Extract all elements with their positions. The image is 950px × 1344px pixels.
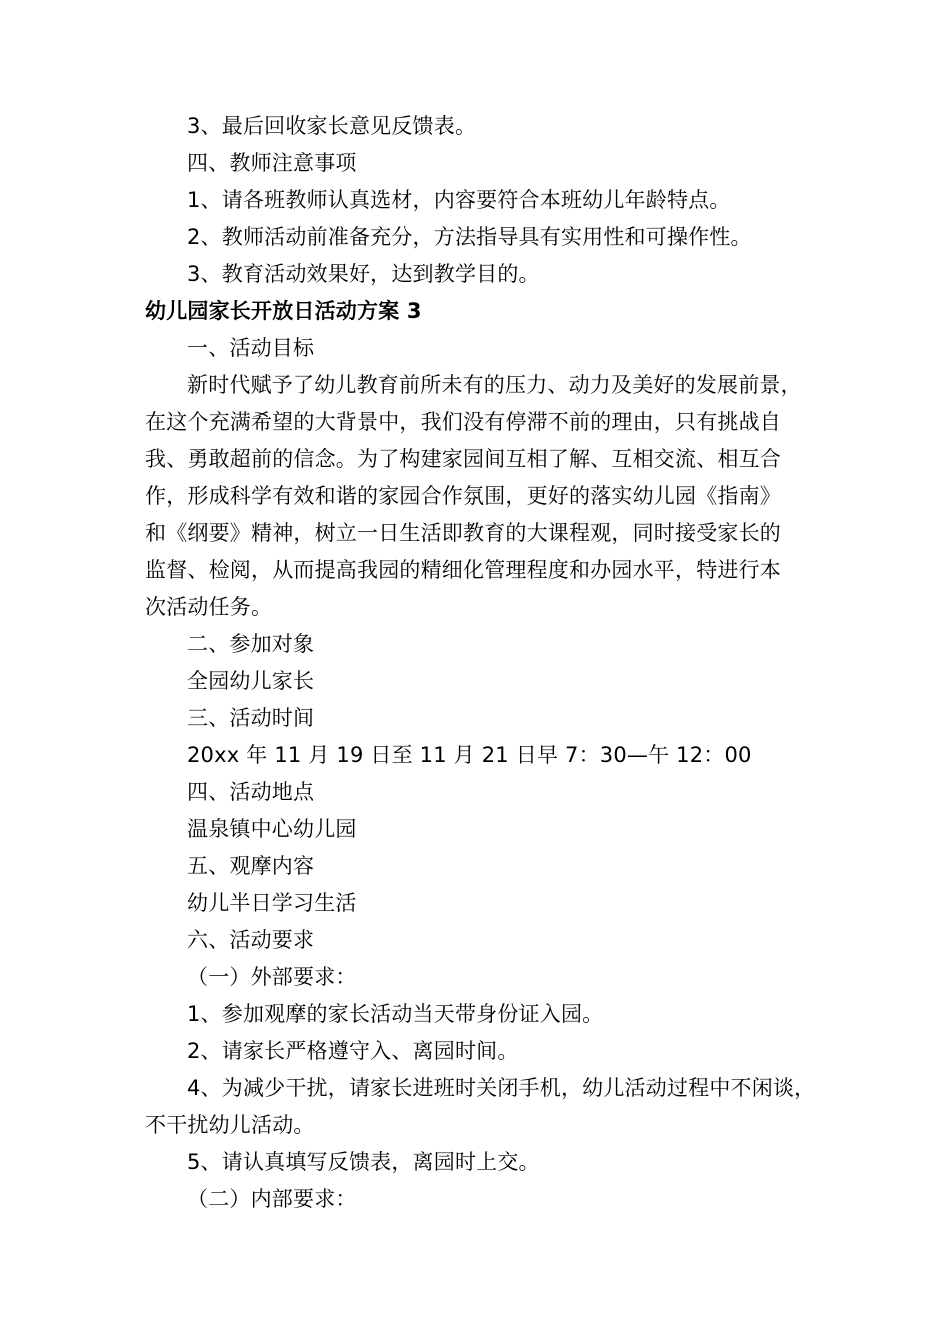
text-line: 二、参加对象: [187, 632, 315, 656]
text-line: 2、教师活动前准备充分，方法指导具有实用性和可操作性。: [187, 225, 752, 249]
text-line: 四、活动地点: [187, 780, 315, 804]
text-line: 3、教育活动效果好，达到教学目的。: [187, 262, 540, 286]
text-line: 5、请认真填写反馈表，离园时上交。: [187, 1150, 540, 1174]
text-line: 三、活动时间: [187, 706, 315, 730]
text-line: 五、观摩内容: [187, 854, 315, 878]
text-line: 1、参加观摩的家长活动当天带身份证入园。: [187, 1002, 604, 1026]
text-line: 四、教师注意事项: [187, 151, 357, 175]
text-line: 2、请家长严格遵守入、离园时间。: [187, 1039, 519, 1063]
goal-paragraph-line: 在这个充满希望的大背景中，我们没有停滞不前的理由，只有挑战自: [145, 410, 781, 434]
goal-paragraph-line: 作，形成科学有效和谐的家园合作氛围，更好的落实幼儿园《指南》: [145, 484, 781, 508]
text-line: 4、为减少干扰，请家长进班时关闭手机，幼儿活动过程中不闲谈，: [187, 1076, 816, 1100]
text-line: 不干扰幼儿活动。: [145, 1113, 315, 1137]
text-line: （二）内部要求：: [187, 1187, 357, 1211]
text-line: 20xx 年 11 月 19 日至 11 月 21 日早 7：30—午 12：00: [187, 743, 752, 767]
text-line: 1、请各班教师认真选材，内容要符合本班幼儿年龄特点。: [187, 188, 731, 212]
goal-paragraph-line: 次活动任务。: [145, 595, 273, 619]
goal-heading: 一、活动目标: [187, 336, 315, 360]
text-line: 全园幼儿家长: [187, 669, 315, 693]
goal-paragraph-line: 新时代赋予了幼儿教育前所未有的压力、动力及美好的发展前景，: [187, 373, 802, 397]
goal-paragraph-line: 和《纲要》精神，树立一日生活即教育的大课程观，同时接受家长的: [145, 521, 781, 545]
goal-paragraph-line: 我、勇敢超前的信念。为了构建家园间互相了解、互相交流、相互合: [145, 447, 781, 471]
text-line: 温泉镇中心幼儿园: [187, 817, 357, 841]
text-line: 幼儿半日学习生活: [187, 891, 357, 915]
goal-paragraph-line: 监督、检阅，从而提高我园的精细化管理程度和办园水平，特进行本: [145, 558, 781, 582]
text-line: 3、最后回收家长意见反馈表。: [187, 114, 477, 138]
section-title: 幼儿园家长开放日活动方案 3: [145, 299, 422, 323]
text-line: （一）外部要求：: [187, 965, 357, 989]
text-line: 六、活动要求: [187, 928, 315, 952]
